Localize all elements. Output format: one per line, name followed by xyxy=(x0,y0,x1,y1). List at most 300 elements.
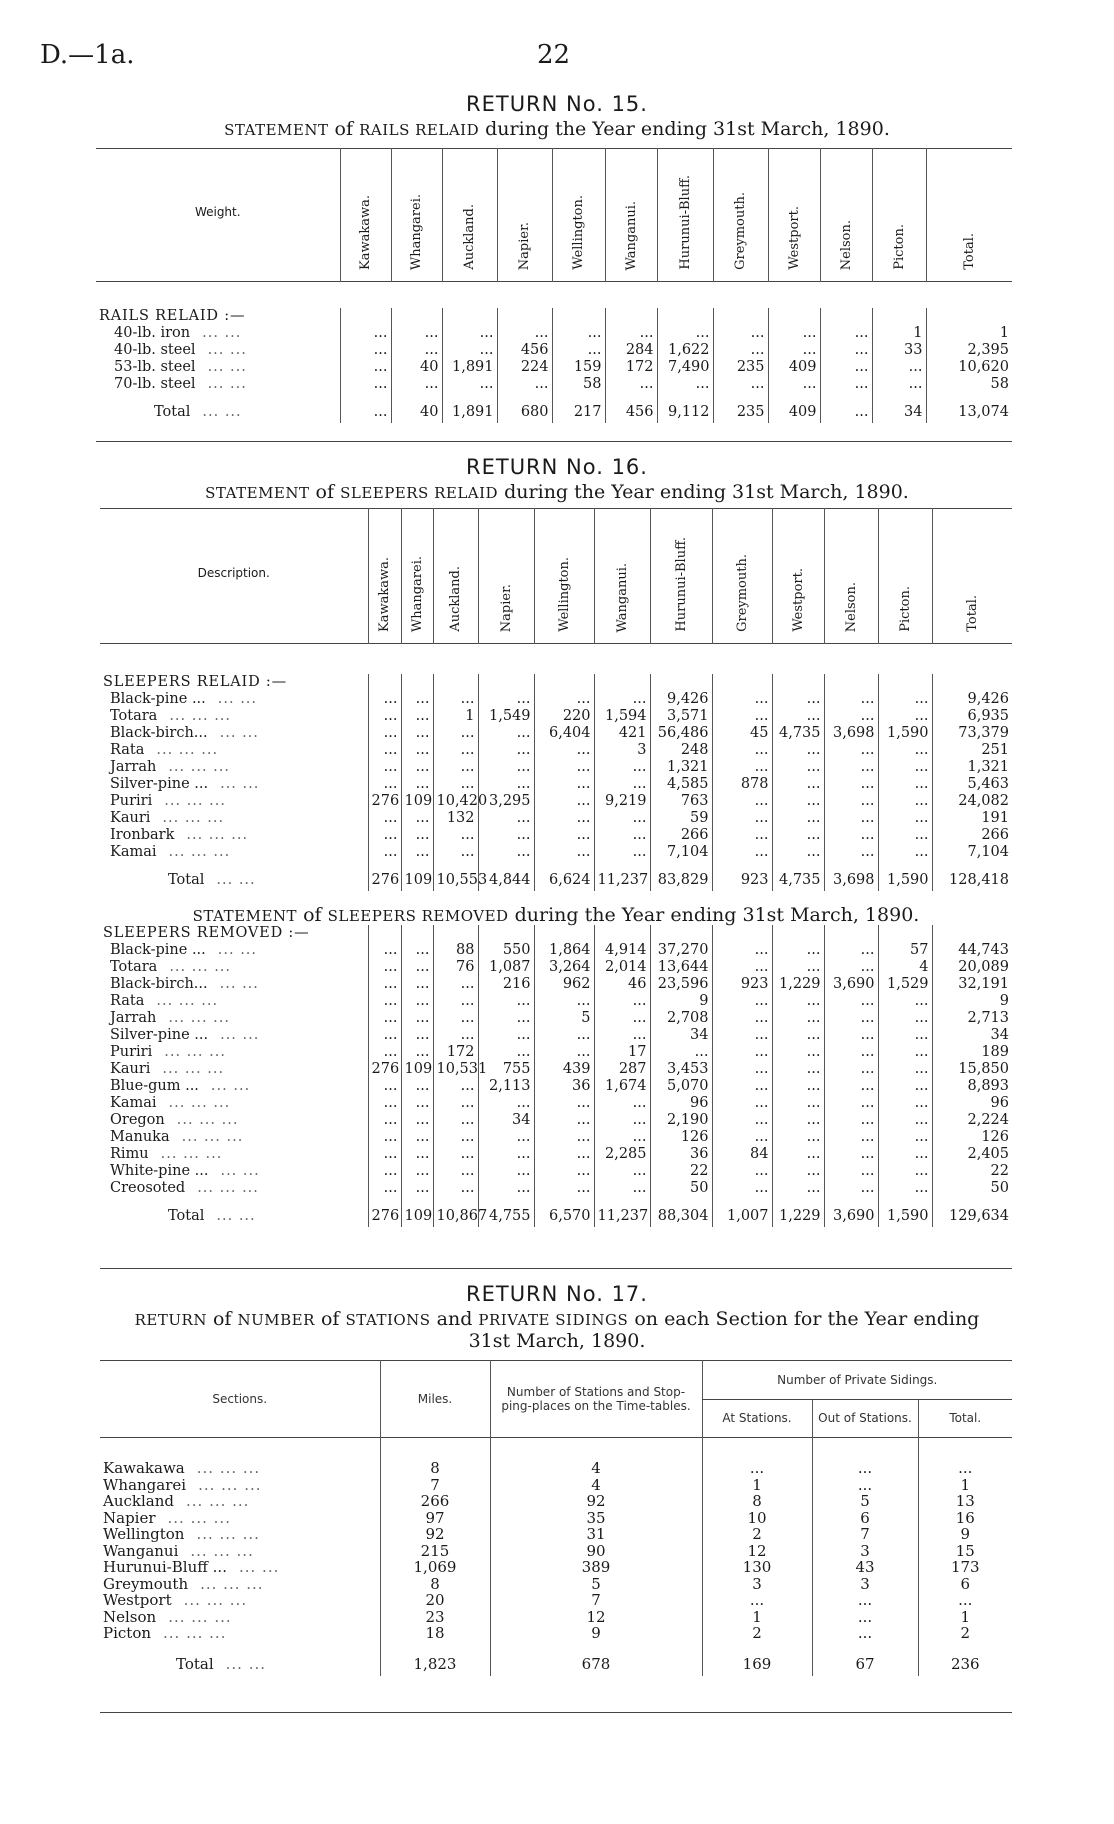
table-cell: ... xyxy=(478,725,534,742)
table-rule xyxy=(100,1268,1012,1269)
table-cell: 1 xyxy=(702,1477,812,1494)
table-cell: ... xyxy=(433,691,478,708)
table-cell: ... xyxy=(478,759,534,776)
table-row xyxy=(100,1526,1012,1543)
leader-dots: ... ... ... xyxy=(169,958,232,975)
subtitle-part: SLEEPERS RELAID xyxy=(340,484,499,502)
col-header: Picton. xyxy=(872,149,926,282)
table-cell: 92 xyxy=(380,1526,490,1543)
table-cell: ... xyxy=(534,1027,594,1044)
table-cell: 409 xyxy=(768,403,820,423)
table-cell: ... xyxy=(594,1095,650,1112)
table-cell: ... xyxy=(433,1078,478,1095)
table-cell: 1,622 xyxy=(657,342,713,359)
table-cell: 5 xyxy=(812,1493,918,1510)
table-cell: 2,190 xyxy=(650,1112,712,1129)
table-cell: 1,087 xyxy=(478,959,534,976)
table-cell: 251 xyxy=(932,742,1012,759)
table-cell: ... xyxy=(433,742,478,759)
table-cell: ... xyxy=(368,976,401,993)
table-cell: 4 xyxy=(490,1460,702,1477)
table-cell: ... xyxy=(368,776,401,793)
table-cell: 13,074 xyxy=(926,403,1012,423)
row-label xyxy=(100,1129,368,1146)
table-cell: 216 xyxy=(478,976,534,993)
table-cell: ... xyxy=(594,844,650,861)
table-cell: ... xyxy=(534,810,594,827)
table-cell: 220 xyxy=(534,708,594,725)
table-cell: ... xyxy=(433,827,478,844)
table-cell: 9 xyxy=(650,993,712,1010)
table-cell: 1,529 xyxy=(878,976,932,993)
leader-dots: ... ... ... xyxy=(197,1179,259,1196)
table-cell: 7 xyxy=(490,1592,702,1609)
subtitle-part: of xyxy=(297,903,328,926)
row-label-text: Jarrah xyxy=(110,758,157,775)
leader-dots: ... ... xyxy=(220,1026,260,1043)
table-cell: 97 xyxy=(380,1510,490,1527)
table-cell: 266 xyxy=(650,827,712,844)
col-header: Wanganui. xyxy=(594,509,650,644)
out-of-stations-header: Out of Stations. xyxy=(812,1399,918,1438)
table-cell: ... xyxy=(401,827,433,844)
table-cell: 1,069 xyxy=(380,1559,490,1576)
table-cell: 50 xyxy=(932,1180,1012,1197)
table-cell: ... xyxy=(712,742,772,759)
table-cell: 172 xyxy=(605,359,657,376)
row-label-text: Puriri xyxy=(110,792,153,809)
table-cell: 2,113 xyxy=(478,1078,534,1095)
table-cell: ... xyxy=(433,1129,478,1146)
table-cell: 46 xyxy=(594,976,650,993)
table-cell: ... xyxy=(878,742,932,759)
table-cell: ... xyxy=(340,359,391,376)
table-cell: ... xyxy=(401,742,433,759)
table-cell: ... xyxy=(534,1112,594,1129)
table-cell: ... xyxy=(824,691,878,708)
weight-header: Weight. xyxy=(194,204,241,219)
table-cell: ... xyxy=(368,1095,401,1112)
table-cell: ... xyxy=(368,1163,401,1180)
row-label-text: 53-lb. steel xyxy=(114,358,196,375)
table-cell: ... xyxy=(878,1027,932,1044)
table-cell: ... xyxy=(340,376,391,393)
table-cell: 73,379 xyxy=(932,725,1012,742)
table-cell: 11,237 xyxy=(594,1207,650,1227)
table-cell: 96 xyxy=(650,1095,712,1112)
table-cell: 12 xyxy=(702,1543,812,1560)
table-cell: 34 xyxy=(478,1112,534,1129)
row-label-text: Wellington xyxy=(103,1525,185,1543)
return-16-table xyxy=(100,508,1012,1227)
row-label xyxy=(100,691,368,708)
row-label-text: Total xyxy=(168,1208,205,1224)
table-cell: 456 xyxy=(497,342,552,359)
table-cell: ... xyxy=(433,1112,478,1129)
table-cell: ... xyxy=(433,1146,478,1163)
table-cell: 92 xyxy=(490,1493,702,1510)
table-cell: ... xyxy=(401,691,433,708)
table-cell: ... xyxy=(772,1044,824,1061)
table-cell: ... xyxy=(401,1010,433,1027)
return-17-subtitle xyxy=(0,1308,1114,1331)
return-15-table xyxy=(96,148,1012,423)
table-cell: ... xyxy=(712,1180,772,1197)
table-cell: 3 xyxy=(594,742,650,759)
table-cell xyxy=(650,674,712,691)
table-cell: ... xyxy=(368,1129,401,1146)
table-cell: 421 xyxy=(594,725,650,742)
table-cell: ... xyxy=(368,1010,401,1027)
table-cell: 8 xyxy=(702,1493,812,1510)
table-cell: ... xyxy=(712,1163,772,1180)
table-cell: 109 xyxy=(401,1207,433,1227)
table-cell: ... xyxy=(534,759,594,776)
table-cell: ... xyxy=(812,1460,918,1477)
table-cell: 18 xyxy=(380,1625,490,1642)
table-cell: ... xyxy=(478,844,534,861)
table-cell: 8,893 xyxy=(932,1078,1012,1095)
section-label: SLEEPERS REMOVED :— xyxy=(103,924,310,941)
table-cell: ... xyxy=(878,793,932,810)
table-cell: ... xyxy=(824,959,878,976)
table-cell: 40 xyxy=(391,403,442,423)
table-cell: 13 xyxy=(918,1493,1012,1510)
row-label xyxy=(100,1559,380,1576)
row-label-text: Jarrah xyxy=(110,1009,157,1026)
table-cell: ... xyxy=(594,1180,650,1197)
table-cell: 2 xyxy=(702,1625,812,1642)
table-cell: ... xyxy=(712,844,772,861)
table-cell: ... xyxy=(712,1010,772,1027)
table-cell: ... xyxy=(401,1044,433,1061)
table-cell: ... xyxy=(713,325,768,342)
table-cell: ... xyxy=(772,1163,824,1180)
table-cell: ... xyxy=(824,759,878,776)
table-cell xyxy=(534,925,594,942)
table-cell: 235 xyxy=(713,359,768,376)
col-header: Kawakawa. xyxy=(340,149,391,282)
table-cell: ... xyxy=(401,1112,433,1129)
table-cell: 8 xyxy=(380,1576,490,1593)
row-label-text: Totara xyxy=(110,707,158,724)
table-cell: 4,844 xyxy=(478,871,534,891)
table-cell: 3,690 xyxy=(824,976,878,993)
table-cell: ... xyxy=(820,342,872,359)
leader-dots: ... ... ... xyxy=(168,1094,231,1111)
table-cell: ... xyxy=(391,342,442,359)
table-cell: ... xyxy=(712,1078,772,1095)
row-label-text: White-pine ... xyxy=(110,1162,209,1179)
table-cell: 31 xyxy=(490,1526,702,1543)
table-cell: ... xyxy=(368,993,401,1010)
table-cell xyxy=(872,308,926,325)
table-cell: 439 xyxy=(534,1061,594,1078)
table-cell: 3 xyxy=(812,1543,918,1560)
row-label xyxy=(100,759,368,776)
subtitle-part: of xyxy=(309,481,341,503)
table-cell: 4,735 xyxy=(772,725,824,742)
table-cell: 8 xyxy=(380,1460,490,1477)
table-cell: ... xyxy=(824,1061,878,1078)
table-cell: ... xyxy=(772,1027,824,1044)
table-cell: 24,082 xyxy=(932,793,1012,810)
table-cell: 1,674 xyxy=(594,1078,650,1095)
table-cell: ... xyxy=(824,942,878,959)
table-cell: ... xyxy=(433,1027,478,1044)
row-label-text: Picton xyxy=(103,1624,152,1642)
table-cell: 962 xyxy=(534,976,594,993)
table-cell: ... xyxy=(772,691,824,708)
table-cell: ... xyxy=(824,742,878,759)
table-cell: ... xyxy=(824,1146,878,1163)
table-cell: 9 xyxy=(490,1625,702,1642)
table-cell: ... xyxy=(812,1592,918,1609)
removed-subtitle xyxy=(100,891,1012,925)
table-cell: ... xyxy=(872,359,926,376)
table-cell: 409 xyxy=(768,359,820,376)
row-label xyxy=(100,1592,380,1609)
table-cell: 456 xyxy=(605,403,657,423)
table-cell: 4,755 xyxy=(478,1207,534,1227)
table-cell: 7,490 xyxy=(657,359,713,376)
table-cell: ... xyxy=(433,976,478,993)
leader-dots: ... ... ... xyxy=(156,992,219,1009)
table-cell: 76 xyxy=(433,959,478,976)
row-label xyxy=(100,1510,380,1527)
table-cell: ... xyxy=(712,708,772,725)
table-cell: 11,237 xyxy=(594,871,650,891)
col-header: Wellington. xyxy=(552,149,605,282)
table-cell: 1,864 xyxy=(534,942,594,959)
table-cell: ... xyxy=(534,776,594,793)
table-cell xyxy=(368,925,401,942)
table-cell: ... xyxy=(824,793,878,810)
col-header: Total. xyxy=(932,509,1012,644)
table-cell: ... xyxy=(768,325,820,342)
table-cell: 1,007 xyxy=(712,1207,772,1227)
table-cell: 15,850 xyxy=(932,1061,1012,1078)
row-label xyxy=(96,342,340,359)
table-cell: 45 xyxy=(712,725,772,742)
row-label xyxy=(100,844,368,861)
table-row xyxy=(100,759,1012,776)
row-label-text: Wanganui xyxy=(103,1541,179,1560)
table-cell: 12 xyxy=(490,1609,702,1626)
subtitle-part: during the Year ending 31st March, 1890. xyxy=(508,903,920,926)
running-header: D.—1a. xyxy=(40,40,135,70)
table-cell: ... xyxy=(712,810,772,827)
table-cell: ... xyxy=(401,1163,433,1180)
table-cell: ... xyxy=(594,1129,650,1146)
row-label-text: Black-birch... xyxy=(110,975,208,992)
subtitle-part: of xyxy=(206,1308,238,1330)
table-cell: 923 xyxy=(712,976,772,993)
table-row xyxy=(100,1146,1012,1163)
table-cell: ... xyxy=(712,993,772,1010)
row-label xyxy=(100,942,368,959)
table-cell: 172 xyxy=(433,1044,478,1061)
table-cell: 4,914 xyxy=(594,942,650,959)
row-label-text: Total xyxy=(168,872,205,888)
row-label xyxy=(100,1163,368,1180)
row-label xyxy=(100,793,368,810)
table-cell: ... xyxy=(478,1180,534,1197)
table-cell: ... xyxy=(824,1112,878,1129)
leader-dots: ... ... ... xyxy=(164,792,226,809)
table-cell: 3,264 xyxy=(534,959,594,976)
table-row xyxy=(96,325,1012,342)
table-cell: ... xyxy=(534,691,594,708)
row-label-text: Whangarei xyxy=(103,1475,187,1494)
leader-dots: ... ... ... xyxy=(156,741,219,758)
table-row xyxy=(100,691,1012,708)
subtitle-part: of xyxy=(314,1308,346,1330)
table-row xyxy=(100,1027,1012,1044)
subtitle-part: RETURN xyxy=(134,1311,207,1329)
table-row xyxy=(100,827,1012,844)
row-label-text: Kauri xyxy=(110,809,151,826)
table-cell: ... xyxy=(712,1027,772,1044)
table-cell: ... xyxy=(391,376,442,393)
row-label-text: 40-lb. iron xyxy=(114,324,191,341)
spacer-row xyxy=(100,1197,1012,1207)
row-label-text: Silver-pine ... xyxy=(110,1026,209,1043)
table-cell: 83,829 xyxy=(650,871,712,891)
table-cell: 763 xyxy=(650,793,712,810)
table-cell xyxy=(932,925,1012,942)
table-row xyxy=(100,942,1012,959)
leader-dots: ... ... ... xyxy=(196,1525,260,1543)
table-cell: ... xyxy=(605,376,657,393)
col-header: Hurunui-Bluff. xyxy=(650,509,712,644)
table-cell: 10,531 xyxy=(433,1061,478,1078)
table-cell: ... xyxy=(712,959,772,976)
row-label xyxy=(100,1207,368,1227)
table-cell: 878 xyxy=(712,776,772,793)
table-cell: ... xyxy=(478,827,534,844)
table-cell: 58 xyxy=(552,376,605,393)
col-header: Napier. xyxy=(497,149,552,282)
table-cell: ... xyxy=(401,776,433,793)
row-label xyxy=(100,1576,380,1593)
table-row xyxy=(100,959,1012,976)
table-cell: 1,594 xyxy=(594,708,650,725)
return-15-heading: RETURN No. 15. xyxy=(466,92,648,116)
total-row xyxy=(100,871,1012,891)
table-cell: 3,571 xyxy=(650,708,712,725)
table-cell: ... xyxy=(820,359,872,376)
table-cell: ... xyxy=(878,827,932,844)
table-row xyxy=(96,359,1012,376)
table-cell: ... xyxy=(401,844,433,861)
table-cell: ... xyxy=(772,1112,824,1129)
table-row xyxy=(100,1112,1012,1129)
table-cell: ... xyxy=(824,993,878,1010)
table-cell: 17 xyxy=(594,1044,650,1061)
table-cell: ... xyxy=(878,1044,932,1061)
leader-dots: ... ... ... xyxy=(186,1492,250,1510)
row-label-text: Puriri xyxy=(110,1043,153,1060)
table-cell: 37,270 xyxy=(650,942,712,959)
table-cell xyxy=(713,308,768,325)
table-cell: 4,735 xyxy=(772,871,824,891)
row-label-text: Black-pine ... xyxy=(110,690,206,707)
table-cell: ... xyxy=(368,810,401,827)
table-cell: 550 xyxy=(478,942,534,959)
table-cell: ... xyxy=(594,810,650,827)
sections-header: Sections. xyxy=(212,1392,268,1406)
table-cell xyxy=(594,925,650,942)
table-cell: 236 xyxy=(918,1654,1012,1676)
row-label-text: Greymouth xyxy=(103,1574,189,1593)
row-label-text: Rata xyxy=(110,741,145,758)
table-cell: ... xyxy=(552,342,605,359)
table-cell xyxy=(594,674,650,691)
table-cell: 3,690 xyxy=(824,1207,878,1227)
table-cell: ... xyxy=(878,844,932,861)
table-cell: ... xyxy=(820,403,872,423)
table-cell: ... xyxy=(391,325,442,342)
col-header: Whangarei. xyxy=(401,509,433,644)
table-cell: 109 xyxy=(401,871,433,891)
table-cell: 50 xyxy=(650,1180,712,1197)
table-cell: ... xyxy=(368,725,401,742)
table-cell: ... xyxy=(401,1146,433,1163)
table-cell: ... xyxy=(368,1146,401,1163)
leader-dots: ... ... xyxy=(238,1558,280,1576)
table-cell: ... xyxy=(878,1129,932,1146)
return-17-heading: RETURN No. 17. xyxy=(466,1282,648,1306)
table-cell: ... xyxy=(772,793,824,810)
row-label xyxy=(100,1477,380,1494)
table-cell xyxy=(650,925,712,942)
private-sidings-header: Number of Private Sidings. xyxy=(702,1361,1012,1400)
table-row xyxy=(100,708,1012,725)
table-cell: 1,321 xyxy=(650,759,712,776)
table-cell: 3,295 xyxy=(478,793,534,810)
table-cell xyxy=(497,308,552,325)
table-cell: 389 xyxy=(490,1559,702,1576)
table-cell: ... xyxy=(712,793,772,810)
table-cell: ... xyxy=(433,1095,478,1112)
table-cell xyxy=(657,308,713,325)
table-cell: ... xyxy=(812,1625,918,1642)
table-cell: ... xyxy=(713,342,768,359)
subtitle-part: of xyxy=(328,118,360,140)
table-row xyxy=(96,342,1012,359)
table-cell: 34 xyxy=(932,1027,1012,1044)
row-label xyxy=(100,742,368,759)
row-label-text: Napier xyxy=(103,1508,156,1527)
table-cell: ... xyxy=(824,1044,878,1061)
table-cell: ... xyxy=(401,1078,433,1095)
table-cell: ... xyxy=(534,993,594,1010)
return-16-heading: RETURN No. 16. xyxy=(466,455,648,479)
table-cell xyxy=(768,308,820,325)
table-cell: ... xyxy=(433,776,478,793)
section-row xyxy=(100,674,1012,691)
table-row xyxy=(100,1044,1012,1061)
table-cell: ... xyxy=(812,1609,918,1626)
table-cell: 6 xyxy=(812,1510,918,1527)
table-cell: ... xyxy=(552,325,605,342)
leader-dots: ... ... xyxy=(207,341,247,358)
table-cell: ... xyxy=(772,1146,824,1163)
table-cell: 215 xyxy=(380,1543,490,1560)
table-cell: ... xyxy=(878,691,932,708)
table-cell: ... xyxy=(824,1027,878,1044)
